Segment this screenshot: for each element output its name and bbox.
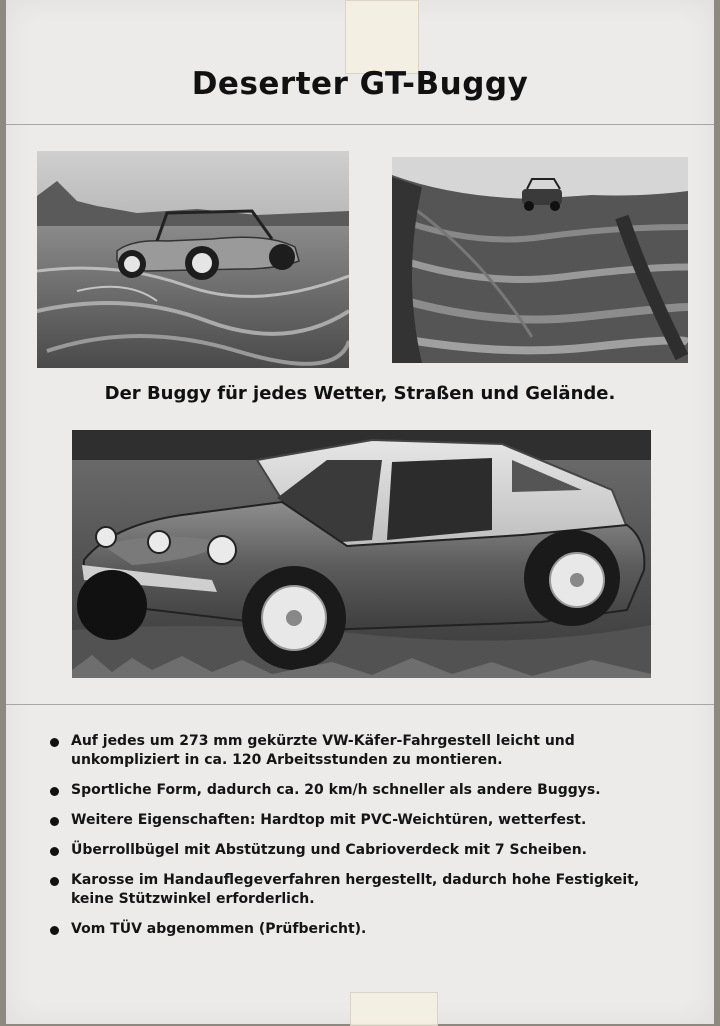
adhesive-tape-bottom — [350, 992, 438, 1026]
feature-item: Karosse im Handauflegeverfahren hergestellt, dadurch hohe Festigkeit, keine Stützwinkel erforderlich. — [48, 871, 668, 909]
feature-item: Auf jedes um 273 mm gekürzte VW-Käfer-Fahrgestell leicht und unkompliziert in ca. 120 Arbeitsstunden zu montieren. — [48, 732, 668, 770]
tagline: Der Buggy für jedes Wetter, Straßen und Gelände. — [104, 383, 616, 404]
feature-item: Vom TÜV abgenommen (Prüfbericht). — [48, 920, 668, 939]
divider-top — [6, 124, 714, 125]
feature-list — [48, 732, 668, 950]
adhesive-tape-top — [345, 0, 419, 74]
feature-item: Überrollbügel mit Abstützung und Cabrioverdeck mit 7 Scheiben. — [48, 841, 668, 860]
divider-bottom — [6, 704, 714, 705]
photo-buggy-hardtop — [72, 430, 651, 678]
photo-buggy-hill — [392, 157, 688, 363]
photo-buggy-field — [37, 151, 349, 368]
page-title: Deserter GT-Buggy — [191, 66, 529, 102]
feature-item: Weitere Eigenschaften: Hardtop mit PVC-Weichtüren, wetterfest. — [48, 811, 668, 830]
feature-item: Sportliche Form, dadurch ca. 20 km/h schneller als andere Buggys. — [48, 781, 668, 800]
